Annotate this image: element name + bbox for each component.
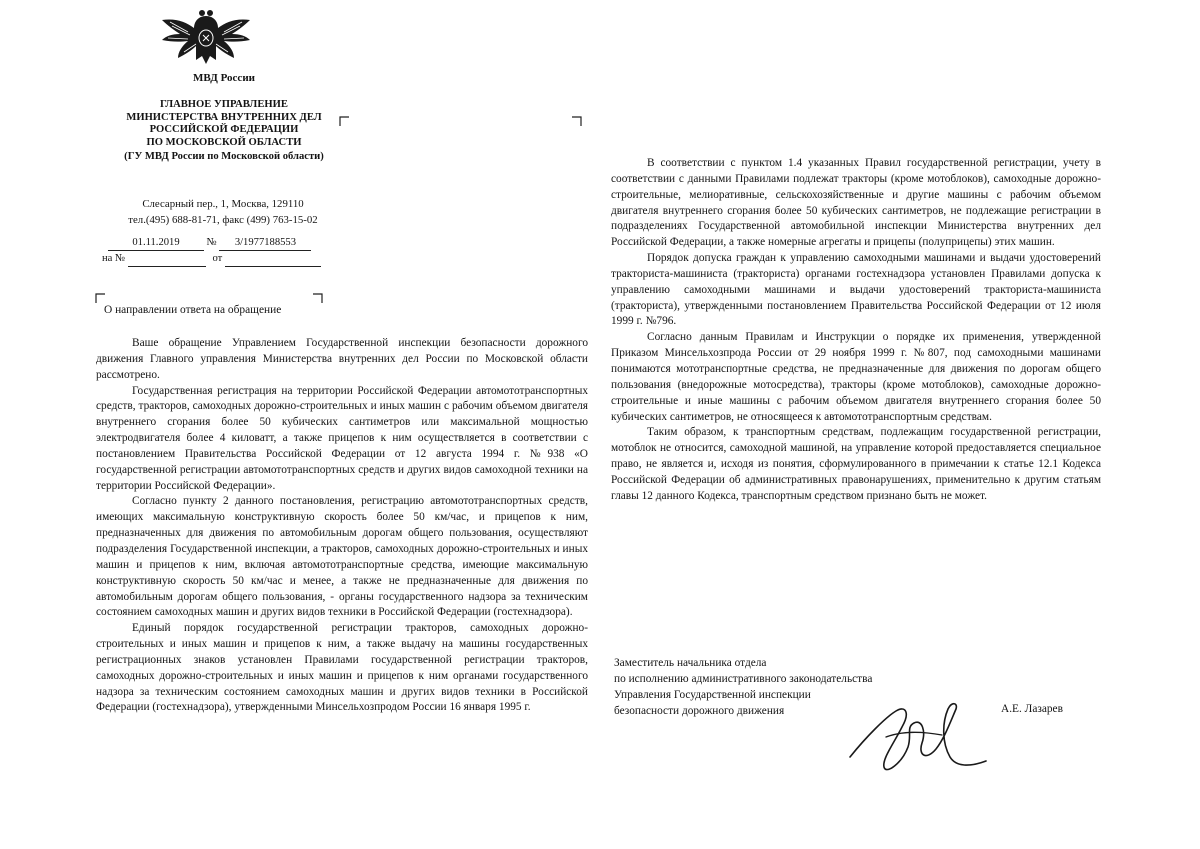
body-paragraph: Таким образом, к транспортным средствам, подлежащим государственной регистрации, мотоблок не относится, самоходной машиной, на управление которой предоставляется специальное право, не является и, исходя из понятия, сформулированного в примечании к статье 12.1 Кодекса Российской Федерации об административных правонарушениях, применительно к другим статьям главы 12 данного Кодекса, транспортным средством признано быть не может.	[611, 426, 1101, 502]
position-line: по исполнению административного законодательства	[614, 673, 873, 685]
org-line: ПО МОСКОВСКОЙ ОБЛАСТИ	[146, 137, 302, 149]
org-short-name: (ГУ МВД России по Московской области)	[124, 150, 324, 162]
address-block	[92, 196, 354, 228]
org-line: РОССИЙСКОЙ ФЕДЕРАЦИИ	[149, 124, 299, 136]
from-label: от	[212, 253, 223, 264]
body-left-column	[96, 336, 588, 716]
handwritten-signature	[846, 687, 996, 779]
body-paragraph: Государственная регистрация на территории Российской Федерации автомототранспортных средств, тракторов, самоходных дорожно-строительных и иных машин с рабочим объемом двигателя внутреннего сгорания более 50 кубических сантиметров или максимальной мощностью электродвигателя более 4 киловатт, а также прицепов к ним осуществляется в соответствии с постановлением Правительства Российской Федерации от 12 августа 1994 г. №938 «О государственной регистрации автомототранспортных средств и других видов самоходной техники на территории Российской Федерации».	[96, 384, 588, 492]
body-paragraph: Ваше обращение Управлением Государственной инспекции безопасности дорожного движения Главного управления Министерства внутренних дел России по Московской области рассмотрено.	[96, 337, 588, 381]
registration-number: 3/1977188553	[219, 236, 311, 251]
corner-mark	[313, 293, 323, 303]
organization-header	[95, 72, 353, 164]
body-right-column	[611, 156, 1101, 505]
subject-line: О направлении ответа на обращение	[104, 304, 282, 316]
position-line: Управления Государственной инспекции	[614, 689, 811, 701]
position-line: безопасности дорожного движения	[614, 705, 785, 717]
body-paragraph: Порядок допуска граждан к управлению самоходными машинами и выдачи удостоверений тракториста-машиниста (тракториста) органами гостехнадзора установлен Правилами допуска к управлению самоходными машинами и выдачи удостоверений тракториста-машиниста (тракториста), утвержденными постановлением Правительства Российской Федерации от 12 июля 1999 г. №796.	[611, 252, 1101, 328]
ministry-short: МВД России	[192, 72, 255, 84]
address: Слесарный пер., 1, Москва, 129110	[142, 198, 304, 210]
org-line: МИНИСТЕРСТВА ВНУТРЕННИХ ДЕЛ	[126, 111, 322, 123]
registration-date: 01.11.2019	[108, 236, 204, 251]
corner-mark	[95, 293, 105, 303]
signer-name: А.Е. Лазарев	[1001, 703, 1063, 715]
body-paragraph: Единый порядок государственной регистрации тракторов, самоходных дорожно-строительных и иных машин и прицепов к ним, а также выдачу на машины государственных регистрационных знаков установлен Правилами государственной регистрации тракторов, самоходных дорожно-строительных и иных машин и прицепов к ним органами государственного надзора за техническим состоянием самоходных машин и других видов техники в Российской Федерации (гостехнадзора), утвержденными Минсельхозпродом России 16 января 1995 г.	[96, 622, 588, 714]
body-paragraph: В соответствии с пунктом 1.4 указанных Правил государственной регистрации, учету в соответствии с данными Правилами подлежат тракторы (кроме мотоблоков), самоходные дорожно-строительные, мелиоративные, сельскохозяйственные и другие машины с рабочим объемом двигателя внутреннего сгорания более 50 кубических сантиметров, не подлежащие регистрации в подразделениях Государственной автомобильной инспекции Министерства внутренних дел Российской Федерации, а также номерные агрегаты и прицепы (полуприцепы) этих машин.	[611, 157, 1101, 249]
org-line: ГЛАВНОЕ УПРАВЛЕНИЕ	[160, 98, 288, 110]
position-line: Заместитель начальника отдела	[614, 657, 767, 669]
reply-line	[102, 252, 321, 267]
number-label: №	[206, 237, 217, 248]
registration-line	[108, 236, 311, 251]
in-reply-label: на №	[102, 253, 126, 264]
body-paragraph: Согласно пункту 2 данного постановления, регистрацию автомототранспортных средств, имеющих максимальную конструктивную скорость более 50 км/час, и прицепов к ним, предназначенных для движения по автомобильным дорогам общего пользования, осуществляют подразделения Государственной инспекции, а тракторов, самоходных дорожно-строительных и иных машин и прицепов к ним, включая автомототранспортные средства, имеющие максимальную конструктивную скорость 50 км/час и менее, а также не предназначенные для движения по автомобильным дорогам общего пользования, - органы государственного надзора за техническим состоянием самоходных машин и других видов техники в Российской Федерации (гостехнадзора).	[96, 495, 588, 619]
corner-mark	[572, 116, 582, 126]
signature-position	[614, 655, 872, 719]
body-paragraph: Согласно данным Правилам и Инструкции о порядке их применения, утвержденной Приказом Минсельхозпрода России от 29 ноября 1999 г. №807, под самоходными машинами понимаются мототранспортные средства, не предназначенные для движения по дорогам общего пользования (внедорожные мотосредства), тракторы (кроме мотоблоков), самоходные дорожно-строительные и иные машины с рабочим объемом двигателя внутреннего сгорания более 50 кубических сантиметров, не относящееся к автомототранспортным средствам.	[611, 331, 1101, 423]
phones: тел.(495) 688-81-71, факс (499) 763-15-02	[128, 214, 318, 226]
emblem-icon	[158, 8, 254, 70]
corner-mark	[339, 116, 349, 126]
